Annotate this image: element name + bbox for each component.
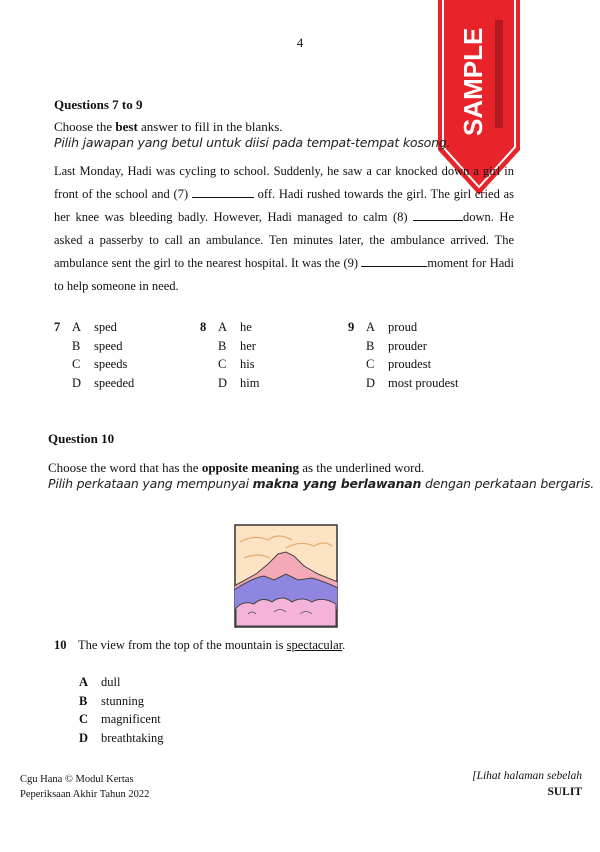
question-10: [54, 636, 345, 655]
option-letter: C: [218, 357, 227, 371]
option-7c[interactable]: speeds: [94, 357, 128, 371]
cloze-passage: [54, 160, 514, 298]
instruction-ms-post: dengan perkataan bergaris.: [421, 476, 595, 491]
option-letter: A: [79, 675, 89, 689]
question-10-text: The view from the top of the mountain is: [78, 638, 287, 652]
section-heading-10: Question 10: [48, 431, 115, 446]
question-number: 7: [54, 320, 61, 334]
instruction-en-post: as the underlined word.: [298, 460, 425, 475]
instruction-en-10: [48, 460, 424, 476]
option-10d[interactable]: breathtaking: [101, 730, 164, 745]
section-heading-7-9: Questions 7 to 9: [54, 97, 143, 112]
blank-7: [192, 185, 254, 198]
option-letter: C: [79, 712, 89, 726]
option-letter: A: [218, 320, 228, 334]
option-10c[interactable]: magnificent: [101, 712, 161, 726]
instruction-ms: Pilih jawapan yang betul untuk diisi pada tempat-tempat kosong.: [54, 135, 451, 150]
footer-right: [472, 768, 582, 800]
instruction-en-bold: opposite meaning: [201, 460, 299, 475]
option-letter: C: [72, 357, 81, 371]
option-letter: D: [218, 375, 228, 390]
question-number-10: 10: [54, 638, 67, 652]
option-8d[interactable]: him: [240, 375, 260, 390]
footer-left-line2: Peperiksaan Akhir Tahun 2022: [20, 789, 150, 800]
instruction-en-pre: Choose the: [54, 119, 116, 134]
question-number: 9: [348, 320, 355, 334]
question-9-options: [348, 318, 458, 392]
page-number: 4: [296, 35, 304, 50]
underlined-word: spectacular: [286, 638, 343, 652]
footer-right-line2: SULIT: [547, 786, 582, 798]
question-number: 8: [200, 320, 207, 334]
option-letter: D: [366, 375, 376, 390]
passage-part-2: off. Hadi rushed towards the girl. The girl cried as her knee was bleeding badly. However, Hadi managed to calm (8): [54, 187, 515, 224]
footer-left: [20, 772, 149, 802]
question-10-options: [79, 673, 163, 747]
question-8-options: [200, 318, 259, 392]
option-letter: B: [72, 338, 81, 353]
option-letter: D: [72, 375, 82, 390]
option-8c[interactable]: his: [240, 357, 255, 371]
passage-part-3: down. He asked a passerby to call an ambulance. Ten minutes later, the ambulance arrived. The ambulance sent the girl to the nearest hospital. It was the (9): [54, 210, 514, 270]
instruction-en-post: answer to fill in the blanks.: [137, 119, 283, 134]
option-8b[interactable]: her: [240, 338, 256, 353]
instruction-ms-bold: makna yang berlawanan: [252, 476, 422, 491]
mountain-illustration: [234, 524, 338, 628]
option-7d[interactable]: speeded: [94, 375, 135, 390]
option-letter: C: [366, 357, 375, 371]
option-7a[interactable]: sped: [94, 320, 117, 334]
instruction-en-pre: Choose the word that has the: [48, 460, 202, 475]
sample-stamp-text: SAMPLE: [458, 27, 488, 136]
option-9b[interactable]: prouder: [388, 338, 427, 353]
option-10b[interactable]: stunning: [101, 693, 145, 708]
option-8a[interactable]: he: [240, 320, 252, 334]
option-9c[interactable]: proudest: [388, 357, 432, 371]
stamp-band: [495, 20, 503, 128]
option-10a[interactable]: dull: [101, 675, 121, 689]
passage-part-4: moment for Hadi to help someone in need.: [54, 256, 514, 293]
instruction-ms-10: [48, 476, 594, 491]
option-7b[interactable]: speed: [94, 338, 123, 353]
passage-part-1: Last Monday, Hadi was cycling to school. Suddenly, he saw a car knocked down a girl in front of the school and (7): [54, 164, 514, 201]
option-letter: B: [79, 693, 88, 708]
instruction-ms-pre: Pilih perkataan yang mempunyai: [48, 476, 253, 491]
blank-9: [361, 254, 427, 267]
instruction-en: [54, 119, 283, 135]
option-letter: D: [79, 730, 89, 745]
instruction-en-bold: best: [115, 119, 138, 134]
blank-8: [413, 208, 463, 221]
option-letter: B: [218, 338, 227, 353]
option-letter: A: [366, 320, 376, 334]
question-10-period: .: [342, 638, 346, 652]
footer-right-line1: [Lihat halaman sebelah: [472, 770, 582, 782]
option-9d[interactable]: most proudest: [388, 375, 459, 390]
option-letter: B: [366, 338, 375, 353]
footer-left-line1: Cgu Hana © Modul Kertas: [20, 774, 134, 785]
option-letter: A: [72, 320, 82, 334]
question-7-options: [54, 318, 134, 392]
option-9a[interactable]: proud: [388, 320, 418, 334]
